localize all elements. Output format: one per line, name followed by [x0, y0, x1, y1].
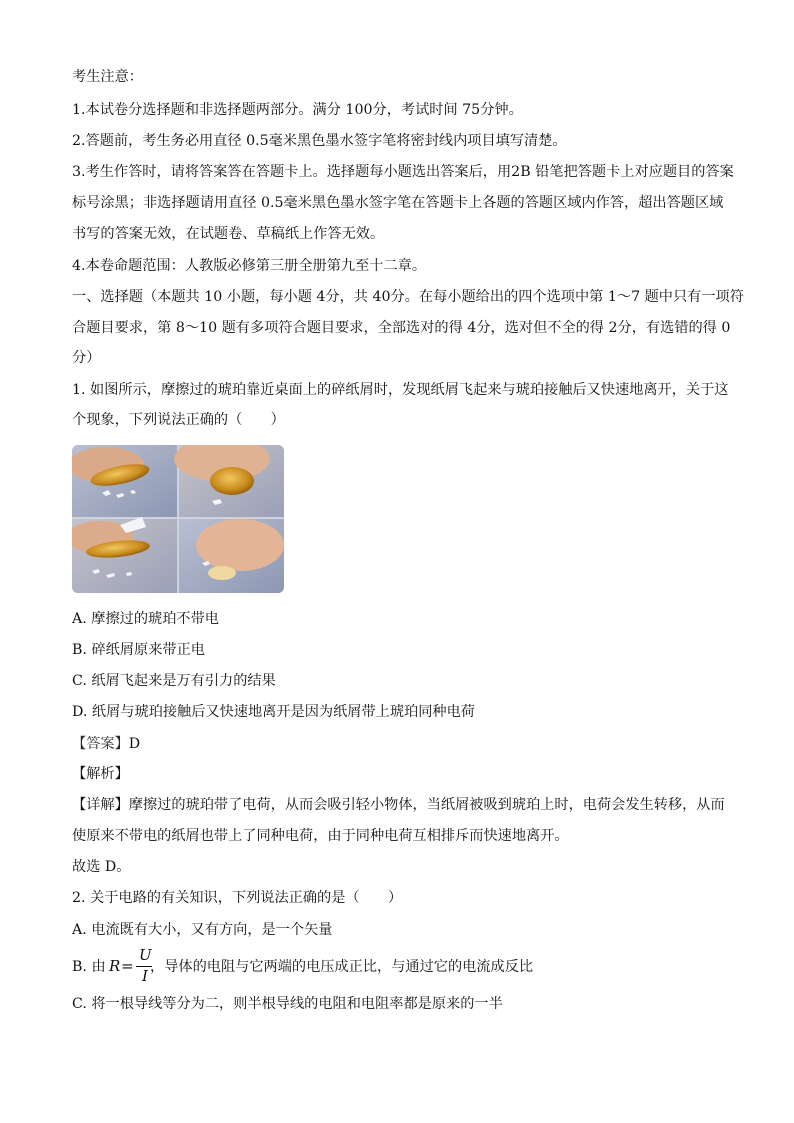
- notice-item-1: 1.本试卷分选择题和非选择题两部分。满分 100分，考试时间 75分钟。: [72, 102, 523, 118]
- q1-detail-line-2: 使原来不带电的纸屑也带上了同种电荷，由于同种电荷互相排斥而快速地离开。: [72, 828, 569, 844]
- q2-option-a: A. 电流既有大小，又有方向，是一个矢量: [72, 922, 333, 938]
- formula-equals: =: [121, 957, 134, 975]
- q1-option-a: A. 摩擦过的琥珀不带电: [72, 611, 219, 627]
- q1-option-b: B. 碎纸屑原来带正电: [72, 642, 205, 658]
- detail-text-1: 摩擦过的琥珀带了电荷，从而会吸引轻小物体，当纸屑被吸到琥珀上时，电荷会发生转移，从而: [128, 797, 725, 813]
- notice-item-4: 4.本卷命题范围：人教版必修第三册全册第九至十二章。: [72, 258, 427, 274]
- q2-stem: 2. 关于电路的有关知识，下列说法正确的是（ ）: [72, 890, 403, 906]
- formula-denominator: I: [142, 967, 148, 985]
- q1-conclusion: 故选 D。: [72, 859, 131, 875]
- q1-option-c: C. 纸屑飞起来是万有引力的结果: [72, 673, 276, 689]
- answer-tag: 【答案】: [72, 736, 129, 752]
- notice-heading: 考生注意：: [72, 69, 143, 85]
- amber-photo: [72, 445, 284, 593]
- q2-option-b-prefix: B. 由: [72, 959, 106, 975]
- q1-detail-line-1: [72, 795, 732, 815]
- formula-r: R: [109, 957, 121, 975]
- analysis-tag: 【解析】: [72, 766, 129, 782]
- q1-stem-line-2: 个现象，下列说法正确的（ ）: [72, 412, 285, 428]
- section-heading-line-1: 一、选择题（本题共 10 小题，每小题 4分，共 40分。在每小题给出的四个选项中第 1～7 题中只有一项符: [72, 289, 744, 305]
- detail-tag: 【详解】: [72, 797, 129, 813]
- q2-option-b-text: ，导体的电阻与它两端的电压成正比，与通过它的电流成反比: [150, 959, 534, 975]
- q1-option-d: D. 纸屑与琥珀接触后又快速地离开是因为纸屑带上琥珀同种电荷: [72, 704, 475, 720]
- notice-item-2: 2.答题前，考生务必用直径 0.5毫米黑色墨水签字笔将密封线内项目填写清楚。: [72, 133, 567, 149]
- section-heading-line-3: 分）: [72, 350, 101, 366]
- notice-item-3-line-3: 书写的答案无效，在试题卷、草稿纸上作答无效。: [72, 226, 385, 242]
- notice-item-3-line-1: 3.考生作答时，请将答案答在答题卡上。选择题每小题选出答案后，用2B 铅笔把答题卡上对应题目的答案: [72, 164, 734, 180]
- q1-stem-line-1: 1. 如图所示，摩擦过的琥珀靠近桌面上的碎纸屑时，发现纸屑飞起来与琥珀接触后又快速地离开，关于这: [72, 382, 729, 398]
- formula-numerator: U: [139, 946, 152, 964]
- section-heading-line-2: 合题目要求，第 8～10 题有多项符合题目要求，全部选对的得 4分，选对但不全的得 2分，有选错的得 0: [72, 320, 731, 336]
- answer-value: D: [128, 736, 141, 752]
- q1-answer: [72, 734, 732, 754]
- q2-option-c: C. 将一根导线等分为二，则半根导线的电阻和电阻率都是原来的一半: [72, 996, 503, 1012]
- notice-item-3-line-2: 标号涂黑；非选择题请用直径 0.5毫米黑色墨水签字笔在答题卡上各题的答题区域内作答，超出答题区域: [72, 195, 724, 211]
